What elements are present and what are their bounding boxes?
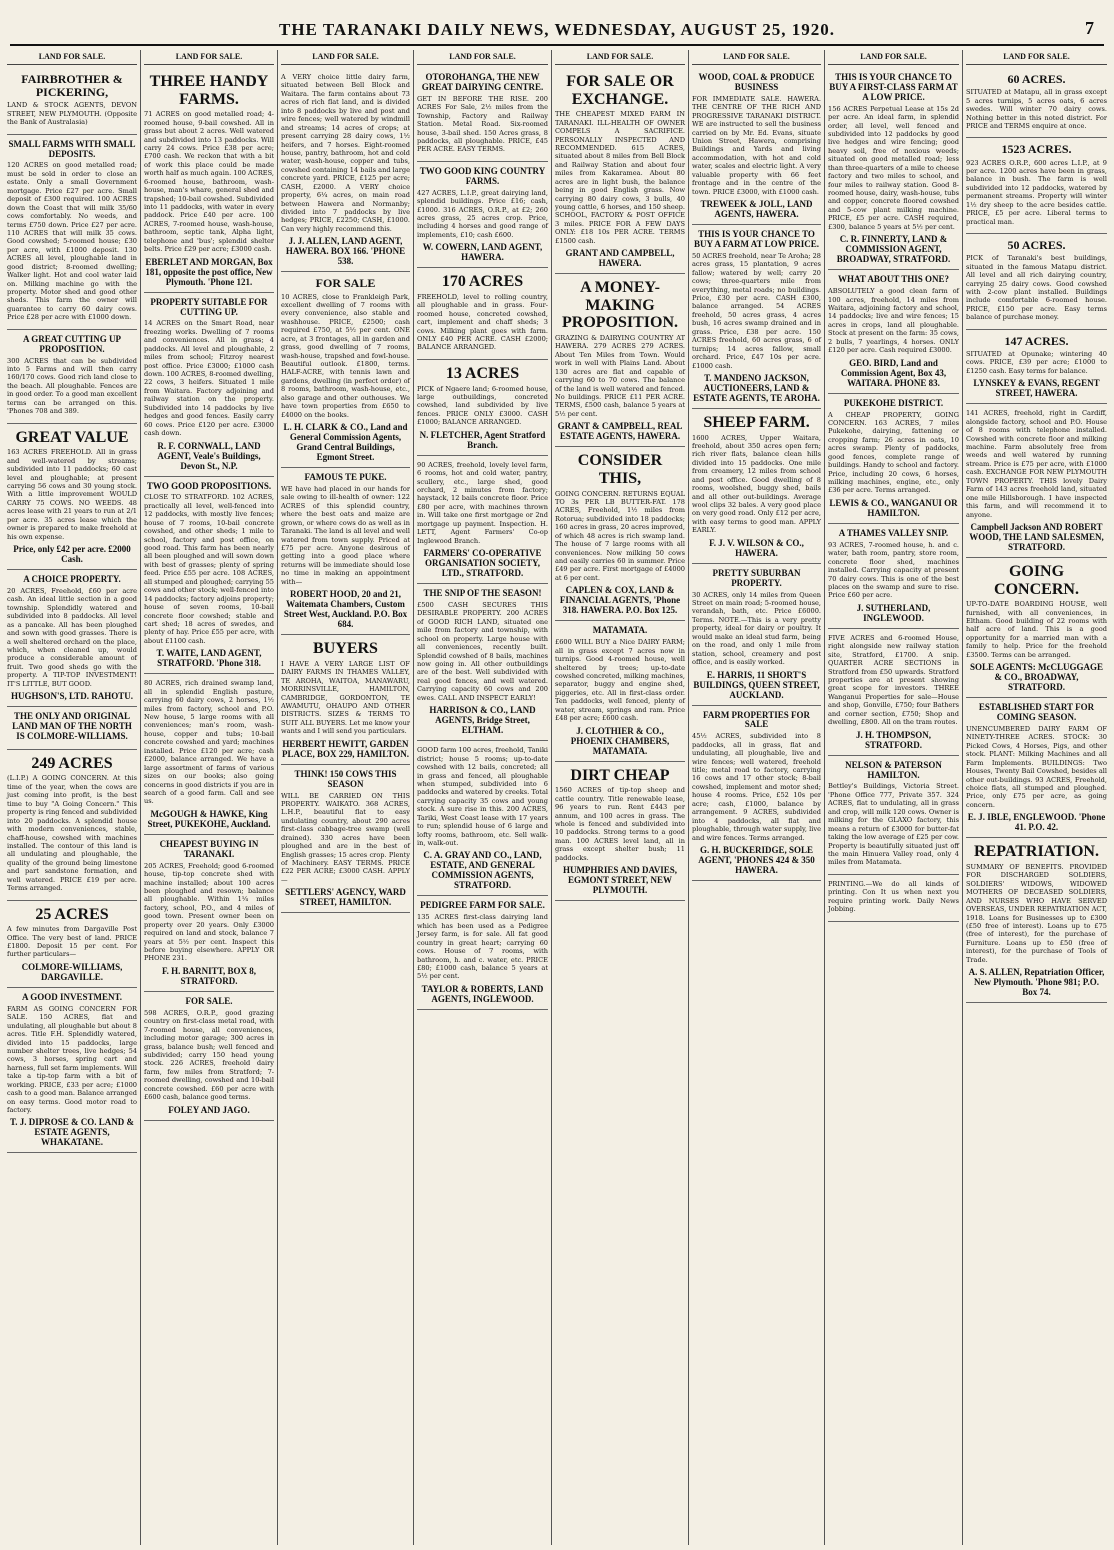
classified-ad bbox=[828, 394, 959, 524]
classified-ad bbox=[828, 68, 959, 270]
ad-agent-signature: Price, only £42 per acre. £2000 Cash. bbox=[13, 544, 131, 565]
ad-body: Bettley's Buildings, Victoria Street. 'Phone Office 777, Private 357. 324 ACRES, flat to undulating, all in grass and crop, will milk 120 cows. Owner is milking for the GLAXO factory, this means a return of £3000 for butter-fat taking the low average of £25 per cow. Property is beautifully situated just off the main Hinuera Valley road, only 4 miles from Matamata. bbox=[828, 782, 959, 867]
ad-body: 205 ACRES, Freehold; good 6-roomed house, tip-top concrete shed with machine installed; about 100 acres been ploughed and resown; balance all ploughable. Within 1¼ miles factory, school, P.O., and 4 miles of good town. Present owner been on property over 20 years. Only £3000 required on land and stock, balance 7 years at 5½ per cent. Inspect this before buying elsewhere. APPLY OR PHONE 231. bbox=[144, 861, 274, 963]
ad-agent-signature: C. R. FINNERTY, LAND & COMMISSION AGENT, BROADWAY, STRATFORD. bbox=[836, 234, 951, 265]
ad-headline: THINK! 150 COWS THIS SEASON bbox=[294, 768, 397, 789]
ad-headline: 25 ACRES bbox=[35, 905, 109, 923]
ad-agent-signature: GRANT & CAMPBELL, REAL ESTATE AGENTS, HAWERA. bbox=[557, 421, 683, 442]
ad-body: LAND & STOCK AGENTS, DEVON STREET, NEW PLYMOUTH. (Opposite the Bank of Australasia) bbox=[7, 101, 137, 127]
classified-ad bbox=[7, 135, 137, 330]
ad-agent-signature: EBERLET AND MORGAN, Box 181, opposite the post office, New Plymouth. 'Phone 121. bbox=[145, 256, 273, 287]
classified-ad bbox=[144, 477, 274, 675]
ad-headline: 13 ACRES bbox=[445, 364, 520, 382]
ad-headline: THIS IS YOUR CHANCE TO BUY A FARM AT LOW PRICE. bbox=[693, 229, 819, 249]
ad-body: 20 ACRES, Freehold, £60 per acre cash. An ideal little section in a good township. Splendidly watered and subdivided into 8 paddocks. All level as a pancake. All has been ploughed and sown with good grasses. There is a well sheltered orchard on the place, which, when cleaned up, would produce a considerable amount of fruit. Two good sheds go with the property. A TIP-TOP INVESTMENT! IT'S LITTLE, BUT GOOD. bbox=[7, 586, 137, 688]
ad-body: 427 ACRES, L.I.P., great dairying land, splendid buildings. Price £16; cash, £1000. 316 ACRES, O.R.P., at £2; 260 acres grass, 25 acres crop. Price, including 4 horses and good range of implements, £10; cash £600. bbox=[417, 188, 548, 239]
column-1 bbox=[4, 50, 141, 1545]
ad-headline: FAIRBROTHER & PICKERING, bbox=[21, 72, 123, 100]
ad-agent-signature: F. J. V. WILSON & CO., HAWERA. bbox=[709, 537, 804, 558]
ad-body: 90 ACRES, freehold, lovely level farm, 6 rooms, hot and cold water, pantry, scullery, etc., large shed, good orchard, 2 minutes from factory; haystack, 12 bails concrete floor. Price £80 per acre, with machines thrown in. Will take one first mortgage or 2nd mortgage up payment. Inspection. H. LETT, Agent Farmers' Co-op Inglewood Branch. bbox=[417, 460, 548, 545]
classified-ad bbox=[417, 896, 548, 1009]
classified-ad bbox=[828, 629, 959, 756]
ad-body: ABSOLUTELY a good clean farm of 100 acres, freehold, 14 miles from Waitara, adjoining factory and school, 14 paddocks; live and wire fences; 15 acres in crops, land all ploughable. Stock at present on the farm: 35 cows, 2 bulls, 7 yearlings, 4 horses. ONLY £120 per acre. Cash required £3000. bbox=[828, 287, 959, 355]
ad-headline: 1523 ACRES. bbox=[1001, 142, 1072, 157]
ad-headline: WOOD, COAL & PRODUCE BUSINESS bbox=[698, 72, 815, 92]
column-heading: LAND FOR SALE. bbox=[417, 50, 548, 65]
ad-headline: TWO GOOD PROPOSITIONS. bbox=[146, 480, 272, 491]
ad-headline: 147 ACRES. bbox=[1004, 333, 1069, 348]
ad-body: SUMMARY OF BENEFITS. PROVIDED FOR DISCHARGED SOLDIERS, SOLDIERS' WIDOWS, WIDOWED MOTHERS OF DECEASED SOLDIERS, AND NURSES WHO HAVE SERVED OVERSEAS, UNDER REPATRIATION ACT, 1918. Loans for Businesses up to £300 (£50 free of interest). Loans up to £75 (free of interest), for the purchase of Furniture. Loans up to £50 (free of interest), for the purchase of Tools of Trade. bbox=[966, 862, 1107, 964]
classified-ad bbox=[966, 558, 1107, 698]
classified-ad bbox=[692, 225, 821, 409]
ad-headline: BUYERS bbox=[313, 640, 378, 658]
ad-agent-signature: TAYLOR & ROBERTS, LAND AGENTS, INGLEWOOD. bbox=[421, 983, 544, 1004]
ad-body: GRAZING & DAIRYING COUNTRY AT HAWERA. 279 ACRES 279 ACRES. About Ten Miles from Town. Would work in well with Plains Land. About 130 acres are flat and capable of carrying 60 to 70 cows. The balance of the land is well watered and fenced. No buildings. PRICE £11 PER ACRE. TERMS, £500 cash, balance 5 years at 5½ per cent. bbox=[555, 333, 685, 418]
column-7 bbox=[825, 50, 963, 1545]
ad-headline: MATAMATA. bbox=[592, 625, 648, 636]
ad-body: WE have had placed in our hands for sale owing to ill-health of owner: 122 ACRES of this splendid country, where the best oats and maize are grown, or where cows do as well as in Taranaki. The land is all level and well watered from town supply. Priced at £75 per acre. Anyone desirous of getting into a good place where returns will be immediate should lose no time in making an appointment with— bbox=[281, 484, 410, 586]
ad-headline: PRETTY SUBURBAN PROPERTY. bbox=[712, 567, 801, 588]
ad-body: 300 ACRES that can be subdivided into 5 Farms and will then carry 160/170 cows. Good rich land close to the beach. All ploughable. Fences are in good order. To a good man excellent terms can be arranged on this. 'Phones 708 and 389. bbox=[7, 356, 138, 416]
column-2 bbox=[141, 50, 278, 1545]
ad-headline: SMALL FARMS WITH SMALL DEPOSITS. bbox=[8, 138, 136, 159]
classified-ad bbox=[144, 835, 274, 992]
ad-headline: FARM PROPERTIES FOR SALE bbox=[702, 709, 810, 730]
ad-headline: NELSON & PATERSON HAMILTON. bbox=[845, 759, 942, 780]
classified-ad bbox=[417, 68, 548, 162]
ad-agent-signature: TREWEEK & JOLL, LAND AGENTS, HAWERA. bbox=[700, 199, 813, 220]
ad-agent-signature: HARRISON & CO., LAND AGENTS, Bridge Street, ELTHAM. bbox=[429, 705, 536, 736]
ad-body: I HAVE A VERY LARGE LIST OF DAIRY FARMS IN THAMES VALLEY, TE AROHA, WAITOA, MANAWARU, MORRINSVILLE, HAMILTON, CAMBRIDGE, GORDONTON, TE AWAMUTU, OHAUPO AND OTHER DISTRICTS. SIZES & TERMS TO SUIT ALL BUYERS. Let me know your wants and I will send you particulars. bbox=[281, 659, 410, 736]
classified-ad bbox=[7, 750, 137, 901]
classified-ad bbox=[555, 621, 685, 761]
ad-agent-signature: J. SUTHERLAND, INGLEWOOD. bbox=[856, 602, 931, 623]
ad-body: A VERY choice little dairy farm, situated between Bell Block and Waitara. The farm contains about 73 acres of rich flat land, and is divided into 8 paddocks by live and post and wire fences; well watered by windmill and streams; 14 acres of crops; at present carrying 28 dairy cows, 1½ heifers, and 7 horses. Eight-roomed house, pantry, bathroom, hot and cold water, wash-house, copper and tubs, cowshed containing 14 bails and large concrete yard. PRICE, £125 per acre; CASH, £2000. A VERY choice property, 6¼ acres, on main road between Hawera and Normanby; divided into 7 paddocks by live hedges; PRICE, £2250; CASH, £1000. Can very highly recommend this. bbox=[281, 73, 410, 233]
ad-body: GET IN BEFORE THE RISE. 200 ACRES For Sale, 2½ miles from the Township, Factory and Railway Station. Metal Road. Six-roomed house, 3-bail shed. 150 Acres grass, 8 paddocks, all ploughable. PRICE, £45 PER ACRE. EASY TERMS. bbox=[417, 94, 548, 154]
classified-ad bbox=[7, 901, 137, 988]
ad-body: A CHEAP PROPERTY, GOING CONCERN. 163 ACRES, 7 miles Pukekohe, dairying, fattening or cropping farm; 26 acres in oats, 10 acres swamp. Plenty of paddocks, good fences, complete range of buildings. Handy to school and factory. Price, including 20 cows, 6 horses, milking machines, engine, etc., only £36 per acre. Terms arranged. bbox=[828, 410, 959, 495]
ad-body: 1600 ACRES, Upper Waitara, freehold, about 350 acres open fern; rich river flats, balance clean hills divided into 15 paddocks. One mile from creamery, 12 miles from school and post office. Good dwelling of 8 rooms, woolshed, buggy shed, bails and all other out-buildings. Average wool clips 32 bales. A very good place on very good road. Only £12 per acre, with easy terms to good man. APPLY EARLY. bbox=[692, 433, 821, 535]
ad-body: PICK of Taranaki's best buildings, situated in the famous Matapu district. All level and all rich dairying country, carrying 25 dairy cows. Good cowshed with 2-cow plant installed. Buildings include comfortable 6-roomed house. PRICE, £150 per acre. Easy terms balance of purchase money. bbox=[966, 254, 1107, 322]
classified-ad bbox=[555, 274, 685, 447]
ad-body: THE CHEAPEST MIXED FARM IN TARANAKI. ILL-HEALTH OF OWNER COMPELS A SACRIFICE. PERSONALLY INSPECTED AND RECOMMENDED. 615 ACRES, situated about 8 miles from Bell Block and Railway Station and about four miles from Kakaramea. About 80 acres are in light bush, the balance being in good English grass. Now carrying 80 dairy cows, 3 bulls, 40 young cattle, 6 horses, and 150 sheep. SCHOOL, FACTORY & POST OFFICE 3 miles. PRICE FOR A FEW DAYS ONLY: £18 10s PER ACRE. TERMS £1500 cash. bbox=[555, 110, 685, 245]
ad-body: UP-TO-DATE BOARDING HOUSE, well furnished, with all conveniences, in Eltham. Good building of 22 rooms with half acre of land. This is a good opportunity for a married man with a family to help. Price for the freehold £3500. Terms can be arranged. bbox=[966, 600, 1107, 659]
ad-headline: REPATRIATION. bbox=[974, 843, 1099, 861]
ad-agent-signature: Campbell Jackson AND ROBERT WOOD, THE LAND SALESMEN, STRATFORD. bbox=[969, 521, 1104, 552]
masthead bbox=[10, 18, 1104, 46]
ad-body: GOOD farm 100 acres, freehold, Taniki district; house 5 rooms; up-to-date cowshed with 12 bails, concreted; all in grass and fenced, all ploughable when stumped, subdivided into 6 paddocks and watered by creeks. Total carrying capacity 35 cows and young stock. A sure rise in this. 200 ACRES, Tariki, West Coast lease with 17 years to run; splendid house of 6 large and lofty rooms, bathroom, etc. Sell walk-in, walk-out. bbox=[417, 746, 548, 848]
classified-ad bbox=[828, 875, 959, 922]
ad-body: 141 ACRES, freehold, right in Cardiff, alongside factory, school and P.O. House of 8 rooms with telephone installed. Cowshed with concrete floor and milking machine. Farm absolutely free from weeds and well watered by running stream. Price is £75 per acre, with £1000 cash. EXCHANGE FOR NEW PLYMOUTH TOWN PROPERTY. THIS lovely Dairy Farm of 143 acres freehold land, situated one mile Hillsborough. I have inspected this farm, and will recommend it to anyone. bbox=[966, 409, 1107, 519]
classified-ad bbox=[281, 635, 410, 765]
ad-body: SITUATED at Matapu, all in grass except 5 acres turnips, 5 acres oats, 6 acres swedes. Will winter 70 dairy cows. Nothing better in this noted district. For PRICE and TERMS enquire at once. bbox=[966, 88, 1107, 130]
classified-ad bbox=[966, 234, 1107, 330]
ad-agent-signature: E. J. IBLE, ENGLEWOOD. 'Phone 41. P.O. 42. bbox=[967, 812, 1106, 833]
ad-body: 14 ACRES on the Smart Road, near freezing works. Dwelling of 7 rooms and conveniences. All in grass; 4 paddocks. All level and ploughable, 2 miles from school; Fitzroy nearest post office. Price £3000; £1000 cash down. 100 ACRES, 8-roomed dwelling, 22 cows, 3 heifers. Situated 1 mile from Waitara. Factory adjoining and railway station on the property. Subdivided into 14 paddocks by live hedges and good fences. Easily carry 60 cows. Price £120 per acre. £3000 cash down. bbox=[144, 319, 274, 438]
ad-headline: 60 ACRES. bbox=[1007, 72, 1066, 86]
ad-headline: GOING CONCERN. bbox=[994, 562, 1079, 598]
column-heading: LAND FOR SALE. bbox=[144, 50, 274, 65]
ad-agent-signature: SOLE AGENTS: McCLUGGAGE & CO., BROADWAY, STRATFORD. bbox=[969, 662, 1104, 693]
classified-ad bbox=[828, 756, 959, 875]
classified-ad bbox=[828, 270, 959, 393]
ad-headline: FOR SALE. bbox=[185, 995, 233, 1006]
ad-headline: 170 ACRES bbox=[441, 273, 524, 291]
ad-body: 45½ ACRES, subdivided into 8 paddocks, all in grass, flat and undulating, all ploughable, live and wire fences; well watered, freehold title; metal road to factory, carrying 16 cows and 17 other stock; 8-bail cowshed, implement and motor shed; house 4 rooms. Price, £52 10s per acre; cash, £1000, balance by arrangement. 9 ACRES, subdivided into 4 paddocks, all flat and ploughable, through water supply, live and wire fences. Terms arranged. bbox=[692, 732, 821, 842]
ad-body: FARM AS GOING CONCERN FOR SALE. 150 ACRES, flat and undulating, all ploughable but about 8 acres. Title F.H. Splendidly watered, divided into 15 paddocks, large number shelter trees, live hedges; 54 cows, 3 horses, spring cart and harness, full set farm implements. Will take a tip-top farm with a bit of working. PRICE, £33 per acre; £1000 cash to a good man. Balance arranged on easy terms. Good motor road to factory. bbox=[7, 1004, 137, 1115]
ad-agent-signature: F. H. BARNITT, BOX 8, STRATFORD. bbox=[161, 965, 257, 986]
ad-agent-signature: L. H. CLARK & CO., Land and General Commission Agents, Grand Central Buildings, Egmont Street. bbox=[283, 422, 408, 463]
ad-body: £500 CASH SECURES THIS DESIRABLE PROPERTY. 200 ACRES of GOOD RICH LAND, situated one mile from factory and township, with school on property. Large house with all conveniences, recently built. Splendid cowshed of 8 bails, machines now going in. All other outbuildings are of the best. Well subdivided with real good fences, and well watered. Carrying capacity 60 cows and 200 ewes. CALL AND INSPECT EARLY! bbox=[417, 600, 548, 702]
ad-headline: THE ONLY AND ORIGINAL LAND MAN OF THE NORTH IS COLMORE-WILLIAMS. bbox=[12, 711, 132, 741]
ad-headline: FOR SALE OR EXCHANGE. bbox=[566, 73, 674, 108]
column-6 bbox=[689, 50, 825, 1545]
ad-body: 10 ACRES, close to Frankleigh Park, excellent dwelling of 7 rooms with every convenience, also stable and washhouse. PRICE, £2500; cash required £750, at 5½ per cent. ONE acre, at 3 frontages, all in garden and grass, good dwelling of 7 rooms, wash-house, trapshed and fowl-house. Beautiful outlook. £1800, terms. HALF-ACRE, with tennis lawn and gardens, dwelling (in perfect order) of 8 rooms, bathroom, wash-house, etc., also garage and other outhouses. We have town properties from £650 to £4000 on the books. bbox=[281, 292, 410, 419]
classified-ad bbox=[144, 293, 274, 477]
classified-ad bbox=[7, 988, 137, 1154]
ad-headline: A GREAT CUTTING UP PROPOSITION. bbox=[23, 333, 121, 354]
classified-ad bbox=[417, 268, 548, 360]
ad-body: SITUATED at Opunake; wintering 40 cows. PRICE, £39 per acre; £1000 to £1250 cash. Easy terms for balance. bbox=[966, 349, 1107, 375]
ad-body: 598 ACRES, O.R.P., good grazing country on first-class metal road, with 7-roomed house, all conveniences, including motor garage; 300 acres in grass, balance bush; well fenced and subdivided; carry 150 head young stock. 226 ACRES, freehold dairy farm, few miles from Stratford; 7-roomed dwelling, cowshed and 10-bail concrete cowshed. £60 per acre with £600 cash, balance good terms. bbox=[144, 1008, 274, 1102]
ad-agent-signature: W. COWERN, LAND AGENT, HAWERA. bbox=[422, 242, 543, 263]
ad-body: GOING CONCERN. RETURNS EQUAL TO 3s PER LB BUTTER-FAT. 178 ACRES, Freehold, 1½ miles from Rotorua; subdivided into 18 paddocks; 160 acres in grass, 20 acres improved, of which 48 acres is rich swamp land. The house of 7 large rooms with all conveniences. Now milking 50 cows and easily carries 60 in summer. Price £49 per acre. First mortgage of £4000 at 6 per cent. bbox=[555, 489, 685, 582]
ad-headline: PROPERTY SUITABLE FOR CUTTING UP. bbox=[150, 296, 268, 317]
ad-headline: FAMOUS TE PUKE. bbox=[304, 472, 387, 483]
column-5 bbox=[552, 50, 689, 1545]
column-heading: LAND FOR SALE. bbox=[281, 50, 410, 65]
classified-ad bbox=[7, 570, 137, 707]
ad-agent-signature: J. CLOTHIER & CO., PHOENIX CHAMBERS, MATAMATA. bbox=[570, 725, 670, 756]
ad-headline: THIS IS YOUR CHANCE TO BUY A FIRST-CLASS FARM AT A LOW PRICE. bbox=[829, 72, 958, 102]
ad-agent-signature: McGOUGH & HAWKE, King Street, PUKEKOHE, Auckland. bbox=[147, 808, 271, 829]
classified-ad bbox=[281, 68, 410, 272]
ad-body: UNENCUMBERED DAIRY FARM OF NINETY-THREE ACRES. STOCK: 30 Picked Cows, 4 Horses, Pigs, and other stock. PLANT: Milking Machines and all Farm Implements. BUILDINGS: Two Houses, Twenty Bail Cowshed, besides all other out-buildings. 93 ACRES, Freehold, choice flats, all stumped and ploughed. Price, only £75 per acre, as going concern. bbox=[966, 724, 1107, 809]
ad-agent-signature: T. MANDENO JACKSON, AUCTIONEERS, LAND & ESTATE AGENTS, TE AROHA. bbox=[693, 372, 820, 403]
column-heading: LAND FOR SALE. bbox=[555, 50, 685, 65]
classified-ad bbox=[692, 706, 821, 881]
classified-ad bbox=[417, 360, 548, 456]
classified-ad bbox=[692, 409, 821, 564]
ad-headline: SHEEP FARM. bbox=[703, 413, 810, 431]
ad-body: CLOSE TO STRATFORD. 102 ACRES, practically all level, well-fenced into 12 paddocks, with mostly live fences; house of 7 rooms, 10-bail concrete cowshed, and other sheds; 1 mile to school, factory and post office, on good road. This farm has been nearly all been ploughed and will sown down with best of grasses; plenty of spring feed. Price £55 per acre. 108 ACRES, all stumped and ploughed; carrying 55 cows and other stock; well-fenced into 14 paddocks; factory adjoins property; house of seven rooms, 10-bail concrete floor cowshed; stable and cart shed; 18 acres of swedes, and plenty of hay. Price £55 per acre, with about £1100 cash. bbox=[144, 493, 274, 645]
masthead-title: THE TARANAKI DAILY NEWS, WEDNESDAY, AUGUST 25, 1920. bbox=[279, 20, 835, 39]
ad-body: 120 ACRES on good metalled road; must be sold in order to close an estate. Only a small Government mortgage. Price £27 per acre. Small deposit of £300 required. 100 ACRES down the Coast that will milk 35/60 cows comfortably. No weeds, and terms £750 down. Price £27 per acre. 110 ACRES that will milk 35 cows. Good cowshed; 5-roomed house; £30 per acre, with £1000 deposit. 130 ACRES all level, ploughable land in good district; 8-roomed dwelling; Walker light. Hot and cool water laid on. Milking machine go with the property. Motor shed and good other sheds. This farm the owner will guarantee to carry 60 dairy cows. Price £28 per acre with £1000 down. bbox=[7, 161, 137, 322]
ad-headline: A THAMES VALLEY SNIP. bbox=[838, 527, 949, 538]
classified-ad bbox=[144, 992, 274, 1121]
ad-agent-signature: COLMORE-WILLIAMS, DARGAVILLE. bbox=[21, 961, 123, 982]
ad-headline: FOR SALE bbox=[315, 276, 376, 291]
ad-headline: OTOROHANGA, THE NEW GREAT DAIRYING CENTRE. bbox=[421, 72, 544, 92]
ad-body: 93 ACRES, 7-roomed house, h. and c. water, bath room, pantry, store room, concrete floor shed, machines installed. Carrying capacity at present 70 dairy cows. This is one of the best places on the swamp and sure to rise. Price £60 per acre. bbox=[828, 540, 959, 600]
ad-agent-signature: ROBERT HOOD, 20 and 21, Waitemata Chambers, Custom Street West, Auckland. P.O. Box 684. bbox=[283, 589, 408, 630]
ad-body: FIVE ACRES and 6-roomed House, right alongside new railway station site, Stratford, £1700. A snip. QUARTER ACRE SECTIONS in Stratford from £50 upwards. Stratford properties are at present showing great scope for investors. THREE Wanganui Properties for sale—House and shop, Gonville, £750; four Bathers and corner section, £750; Shop and dwelling, £800. All on the tram routes. bbox=[828, 633, 959, 727]
ad-agent-signature: T. J. DIPROSE & CO. LAND & ESTATE AGENTS, WHAKATANE. bbox=[9, 1117, 135, 1148]
ad-headline: A GOOD INVESTMENT. bbox=[21, 991, 123, 1002]
ad-body: A few minutes from Dargaville Post Office. The very best of land. PRICE £1800. Deposit 15 per cent. For further particulars— bbox=[7, 925, 137, 959]
ad-agent-signature: A. S. ALLEN, Repatriation Officer, New Plymouth. 'Phone 981; P.O. Box 74. bbox=[968, 967, 1105, 998]
classified-ad bbox=[966, 404, 1107, 558]
ad-agent-signature: R. F. CORNWALL, LAND AGENT, Veale's Buildings, Devon St., N.P. bbox=[157, 440, 261, 471]
ad-headline: THE SNIP OF THE SEASON! bbox=[423, 588, 542, 599]
column-3 bbox=[278, 50, 414, 1545]
classified-ad bbox=[417, 741, 548, 896]
ad-body: 163 ACRES FREEHOLD. All in grass and well-watered by streams; subdivided into 11 paddocks; 60 cast level and ploughable; at present carrying 56 cows and 30 young stock. With a little improvement WOULD CARRY 75 COWS. NO WEEDS. 48 acres lease with 21 years to run at 2/1 per acre. 35 acres lease which the owner is prepared to make freehold at his own expense. bbox=[7, 448, 137, 541]
ad-headline: PEDIGREE FARM FOR SALE. bbox=[420, 900, 545, 911]
ad-headline: CHEAPEST BUYING IN TARANAKI. bbox=[159, 838, 259, 859]
column-heading: LAND FOR SALE. bbox=[7, 50, 137, 65]
classified-ad bbox=[555, 447, 685, 621]
ad-headline: WHAT ABOUT THIS ONE? bbox=[837, 274, 950, 285]
ad-agent-signature: J. J. ALLEN, LAND AGENT, HAWERA. BOX 166. 'PHONE 538. bbox=[285, 236, 406, 267]
classified-ad bbox=[417, 162, 548, 268]
ad-headline: TWO GOOD KING COUNTRY FARMS. bbox=[419, 165, 546, 186]
ad-headline: DIRT CHEAP bbox=[570, 766, 670, 784]
classified-ad bbox=[7, 707, 137, 750]
ad-body: PICK of Ngaere land; 6-roomed house, large outbuildings, concreted cowshed, land subdivided by live fences. PRICE ONLY £3000. CASH £1000; BALANCE ARRANGED. bbox=[417, 384, 548, 427]
classified-ad bbox=[144, 68, 274, 293]
classified-ad bbox=[966, 68, 1107, 138]
ad-agent-signature: GRANT AND CAMPBELL, HAWERA. bbox=[565, 248, 675, 269]
classified-ad bbox=[555, 762, 685, 902]
ad-body: PRINTING.—We do all kinds of printing. Con It us when next you require printing work. Daily News Jobbing. bbox=[828, 879, 959, 914]
classified-ad bbox=[7, 68, 137, 135]
column-4 bbox=[414, 50, 552, 1545]
ad-headline: ESTABLISHED START FOR COMING SEASON. bbox=[978, 702, 1095, 723]
classified-ad bbox=[966, 138, 1107, 234]
column-8 bbox=[963, 50, 1110, 1545]
ad-headline: PUKEKOHE DISTRICT. bbox=[843, 397, 944, 408]
classified-ad bbox=[281, 468, 410, 635]
classified-ad bbox=[966, 330, 1107, 405]
ad-agent-signature: J. H. THOMPSON, STRATFORD. bbox=[855, 729, 932, 750]
ad-headline: 50 ACRES. bbox=[1007, 238, 1066, 253]
ad-body: 135 ACRES first-class dairying land which has been used as a Pedigree Jersey farm, is for sale. All fat good country in great heart; carrying 60 cows. House of 7 rooms, with bathroom, h. and c. water, etc. PRICE £80; £1000 cash, balance 5 years at 5½ per cent. bbox=[417, 913, 548, 981]
ad-agent-signature: G. H. BUCKERIDGE, SOLE AGENT, 'PHONES 424 & 350 HAWERA. bbox=[698, 844, 815, 875]
ad-agent-signature: HUGHSON'S, LTD. RAHOTU. bbox=[11, 691, 133, 702]
column-heading: LAND FOR SALE. bbox=[966, 50, 1107, 65]
column-heading: LAND FOR SALE. bbox=[692, 50, 821, 65]
ad-body: 156 ACRES Perpetual Lease at 15s 2d per acre. An ideal farm, in splendid order, all level, well fenced and subdivided into 12 paddocks by good live hedges and wire fencing; good heavy soil, free of noxious weeds; situated on good metalled road; less than three-quarters of a mile to cheese factory and two miles to school, and four miles to railway station. Good 8-roomed house, dairy, wash-house, tubs and copper, concrete floored cowshed and 5-cow plant milking machine. PRICE, £5 per acre. CASH required, £300, balance 5 years at 5½ per cent. bbox=[828, 104, 959, 231]
ad-headline: THREE HANDY FARMS. bbox=[149, 73, 269, 108]
ad-body: 80 ACRES, rich drained swamp land, all in splendid English pasture, carrying 60 dairy cows, 2 horses, 1½ miles from factory, school and P.O. New house, 5 large rooms with all conveniences; man's room, wash-house, copper and tubs; 10-bail concrete cowshed and yard; machines installed. Price £120 per acre; cash £2000, balance arranged. We have a large assortment of farms of various sizes on our books; also going concerns in good districts if you are in search of a good farm. Call and see us. bbox=[144, 679, 274, 806]
ad-agent-signature: FARMERS' CO-OPERATIVE ORGANISATION SOCIETY, LTD., STRATFORD. bbox=[423, 548, 542, 579]
ad-body: FREEHOLD, level to rolling country, all ploughable and in grass. Four-roomed house, concreted cowshed, cart, implement and chaff sheds; 3 cows. Milking plant goes with farm. ONLY £40 PER ACRE. CASH £2000; BALANCE ARRANGED. bbox=[417, 292, 548, 352]
ad-agent-signature: T. WAITE, LAND AGENT, STRATFORD. 'Phone 318. bbox=[156, 648, 262, 669]
classified-ad bbox=[7, 424, 137, 570]
ad-agent-signature: HERBERT HEWITT, GARDEN PLACE, BOX 229, HAMILTON. bbox=[281, 738, 410, 759]
classified-ad bbox=[281, 765, 410, 914]
ad-agent-signature: GEO. BIRD, Land and Commission Agent, Box 43, WAITARA. PHONE 83. bbox=[840, 357, 947, 388]
classified-ad bbox=[966, 698, 1107, 838]
columns-container bbox=[4, 50, 1110, 1545]
classified-ad bbox=[417, 584, 548, 741]
ad-headline: GREAT VALUE bbox=[15, 428, 129, 446]
ad-body: (L.I.P.) A GOING CONCERN. At this time of the year, when the cows are just coming into profit, is the best time to buy "A Going Concern." This property is ring fenced and subdivided into 20 paddocks. A splendid house with modern conveniences, stable, chaff-house, cowshed with machines installed. The contour of this land is all undulating and ploughable, the quality of the ground being limestone and part sandstone formation, and well watered. PRICE £19 per acre. Terms arranged. bbox=[7, 774, 137, 893]
ad-agent-signature: SETTLERS' AGENCY, WARD STREET, HAMILTON. bbox=[285, 887, 406, 908]
ad-agent-signature: E. HARRIS, 11 SHORT'S BUILDINGS, QUEEN STREET, AUCKLAND. bbox=[693, 669, 820, 700]
ad-headline: CONSIDER THIS, bbox=[577, 452, 663, 487]
ad-agent-signature: LEWIS & CO., WANGANUI OR HAMILTON. bbox=[829, 497, 958, 518]
ad-agent-signature: FOLEY AND JAGO. bbox=[168, 1104, 250, 1115]
ad-headline: A CHOICE PROPERTY. bbox=[23, 574, 121, 585]
ad-headline: A MONEY-MAKING PROPOSITION. bbox=[561, 279, 678, 332]
classified-ad bbox=[692, 68, 821, 225]
ad-body: 71 ACRES on good metalled road; 4-roomed house, 9-bail cowshed. All in grass but about 2 acres. Well watered and subdivided into 13 paddocks. Will carry 24 cows. Price £38 per acre; £700 cash. We reckon that with a bit of work this place could be made worth half as much again. 100 ACRES, 6-roomed house, bathroom, wash-house, man's whare, general shed and trapshed; 10-bail cowshed. Subdivided into 11 paddocks, with water in every paddock. Price £40 per acre. 100 ACRES, 7-roomed house, wash-house, bathroom, septic tank, Alpha light, telephone and 'bus'; splendid shelter belts. Price £29 per acre; £3000 cash. bbox=[144, 110, 274, 254]
ad-agent-signature: N. FLETCHER, Agent Stratford Branch. bbox=[419, 429, 546, 450]
classified-ad bbox=[281, 272, 410, 468]
ad-body: £600 WILL BUY a Nice DAIRY FARM; all in grass except 7 acres now in turnips. Good 4-roomed house, well sheltered by trees; up-to-date cowshed concreted, milking machines, separator, buggy and engine shed, piggeries, etc. All in first-class order. Ten paddocks, well fenced, plenty of water, stream, springs and ram. Price £48 per acre; £600 cash. bbox=[555, 638, 685, 723]
column-heading: LAND FOR SALE. bbox=[828, 50, 959, 65]
ad-body: FOR IMMEDIATE SALE. HAWERA. THE CENTRE OF THE RICH AND PROGRESSIVE TARANAKI DISTRICT. WE are instructed to sell the business carried on by Mr. Ed. Evans, situate Union Street, Hawera, comprising Buildings and Yards and living accommodation, with hot and cold water, scales and electric light. A very valuable property with 66 feet frontage and in the centre of the town. PRICE £3000, with £1000 cash. bbox=[692, 94, 821, 196]
classified-ad bbox=[692, 564, 821, 706]
ad-agent-signature: C. A. GRAY AND CO., LAND, ESTATE, AND GENERAL COMMISSION AGENTS, STRATFORD. bbox=[423, 850, 542, 891]
ad-agent-signature: LYNSKEY & EVANS, REGENT STREET, HAWERA. bbox=[973, 378, 1100, 399]
ad-headline: 249 ACRES bbox=[31, 754, 113, 772]
page-number: 7 bbox=[1085, 18, 1094, 38]
classified-ad bbox=[417, 456, 548, 584]
ad-body: 30 ACRES, only 14 miles from Queen Street on main road; 5-roomed house, verandah, bath, etc. Price £6000. Terms. NOTE.—This is a very pretty property, ideal for dairy or poultry. It would make an ideal stud farm, being on the road, and only 1 mile from station, school, creamery and post office, and is easily worked. bbox=[692, 590, 821, 667]
ad-body: WILL BE CARRIED ON THIS PROPERTY. WAIKATO. 368 ACRES, L.H.P., beautiful flat to easy undulating country, about 290 acres first-class cabbage-tree swamp (well drained). 330 acres have been ploughed and are in the best of English grasses; 15 acres crop. Plenty of Machinery. EASY TERMS. PRICE £22 PER ACRE; £3000 CASH. APPLY— bbox=[281, 791, 410, 884]
classified-ad bbox=[828, 524, 959, 629]
ad-agent-signature: HUMPHRIES AND DAVIES, EGMONT STREET, NEW PLYMOUTH. bbox=[562, 865, 678, 896]
ad-body: 1560 ACRES of tip-top sheep and cattle country. Title renewable lease, 96 years to run. Rent £443 per annum, and 100 acres in grass. The whole is fenced and subdivided into 10 paddocks. Strong terms to a good man. 100 ACRES level land, all in grass except shelter bush; 11 paddocks. bbox=[555, 786, 685, 862]
classified-ad bbox=[144, 674, 274, 835]
classified-ad bbox=[555, 68, 685, 274]
ad-body: 50 ACRES freehold, near Te Aroha; 28 acres grass, 15 plantation, 9 acres fallow; watered by well; carry 20 cows; three-quarters mile from everything, metal roads; no buildings. Price, £30 per acre. CASH £300, balance arranged. 54 ACRES freehold, 50 acres grass, 4 acres bush, 16 acres swamp drained and in grass. Price, £38 per acre. 150 ACRES freehold, 60 acres grass, 6 of turnips; 14 acres fallow, small orchard. Price, £47 10s per acre. £1000 cash. bbox=[692, 251, 821, 370]
ad-agent-signature: CAPLEN & COX, LAND & FINANCIAL AGENTS, 'Phone 318. HAWERA. P.O. Box 125. bbox=[559, 585, 681, 616]
ad-body: 923 ACRES O.R.P., 600 acres L.I.P., at 9 per acre. 1200 acres have been in grass, balance in bush. The farm is well subdivided into 12 paddocks, watered by permanent streams. Property will winter 1½ dry sheep to the acre besides cattle. PRICE, £5 per acre. Liberal terms to practical man. bbox=[966, 158, 1107, 226]
classified-ad bbox=[7, 330, 137, 424]
classified-ad bbox=[966, 838, 1107, 1003]
